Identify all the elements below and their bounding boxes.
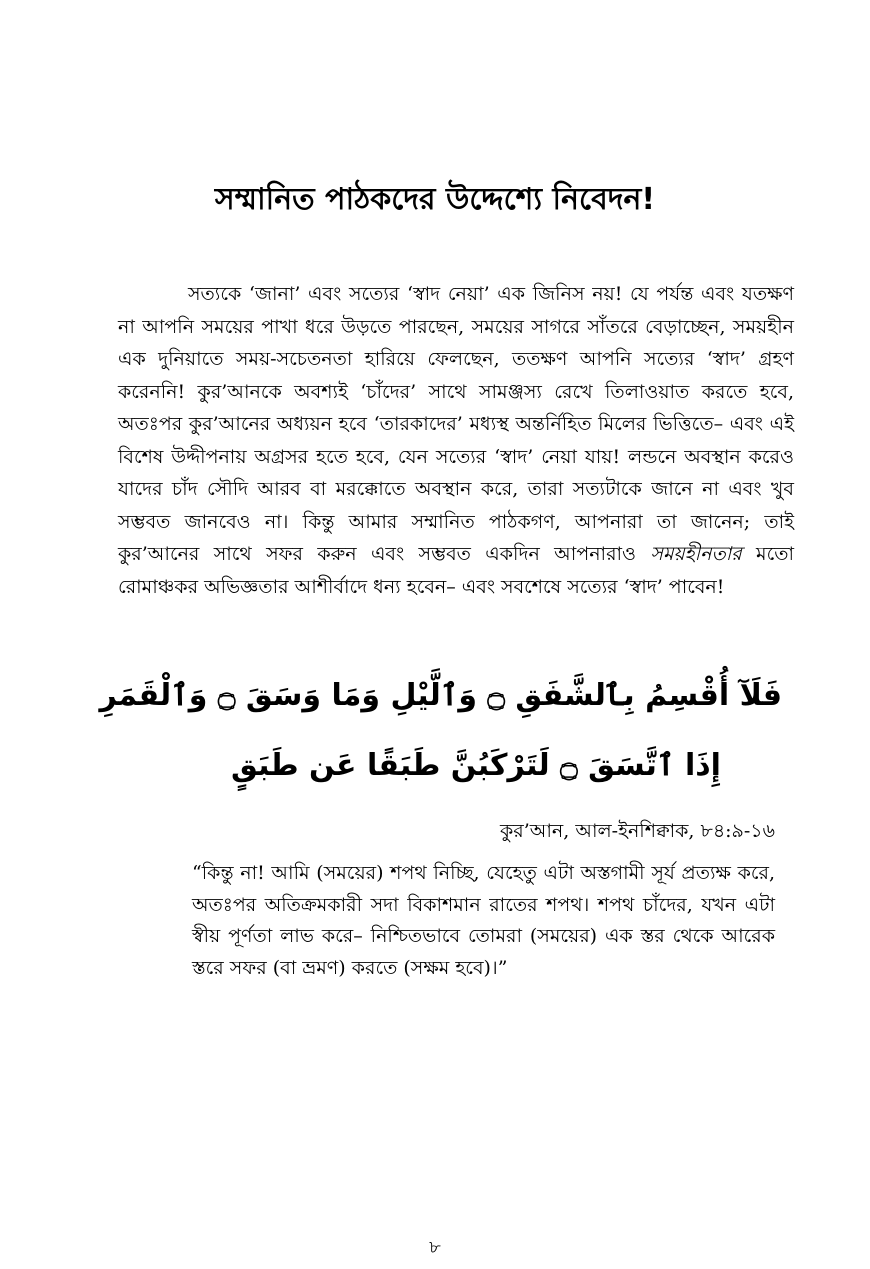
intro-paragraph-part-2: মতো রোমাঞ্চকর অভিজ্ঞতার আশীর্বাদে ধন্য হবেন– এবং সবশেষে সত্যের ‘স্বাদ’ পাবেন!	[118, 543, 794, 598]
arabic-verse-line-2: إِذَا ٱتَّسَقَ ۝ لَتَرْكَبُنَّ طَبَقًا عَن طَبَقٍ	[231, 748, 721, 783]
intro-paragraph	[118, 278, 794, 603]
verse-citation: কুর’আন, আল-ইনশিক্বাক, ৮৪:৯-১৬	[499, 820, 775, 842]
verse-translation: “কিন্তু না! আমি (সময়ের) শপথ নিচ্ছি, যেহেতু এটা অস্তগামী সূর্য প্রত্যক্ষ করে, অতঃপর অতিক্রমকারী সদা বিকাশমান রাতের শপথ। শপথ চাঁদের, যখন এটা স্বীয় পূর্ণতা লাভ করে– নিশ্চিতভাবে তোমরা (সময়ের) এক স্তর থেকে আরেক স্তরে সফর (বা ভ্রমণ) করতে (সক্ষম হবে)।”	[192, 862, 775, 979]
page-title: সম্মানিত পাঠকদের উদ্দেশ্যে নিবেদন!	[214, 182, 656, 217]
intro-paragraph-part-1: সত্যকে ‘জানা’ এবং সত্যের ‘স্বাদ নেয়া’ এক জিনিস নয়! যে পর্যন্ত এবং যতক্ষণ না আপনি সময়ের পাখা ধরে উড়তে পারছেন, সময়ের সাগরে সাঁতরে বেড়াচ্ছেন, সময়হীন এক দুনিয়াতে সময়-সচেতনতা হারিয়ে ফেলছেন, ততক্ষণ আপনি সত্যের ‘স্বাদ’ গ্রহণ করেননি! কুর’আনকে অবশ্যই ‘চাঁদের’ সাথে সামঞ্জস্য রেখে তিলাওয়াত করতে হবে, অতঃপর কুর’আনের অধ্যয়ন হবে ‘তারকাদের’ মধ্যস্থ অন্তর্নিহিত মিলের ভিত্তিতে– এবং এই বিশেষ উদ্দীপনায় অগ্রসর হতে হবে, যেন সত্যের ‘স্বাদ’ নেয়া যায়! লন্ডনে অবস্থান করেও যাদের চাঁদ সৌদি আরব বা মরক্কোতে অবস্থান করে, তারা সত্যটাকে জানে না এবং খুব সম্ভবত জানবেও না। কিন্তু আমার সম্মানিত পাঠকগণ, আপনারা তা জানেন; তাই কুর’আনের সাথে সফর করুন এবং সম্ভবত একদিন আপনারাও	[118, 283, 794, 565]
page-number: ৮	[429, 1237, 441, 1258]
emphasized-word: সময়হীনতার	[650, 543, 742, 565]
arabic-verse-line-1: فَلَآ أُقْسِمُ بِٱلشَّفَقِ ۝ وَٱلَّيْلِ وَمَا وَسَقَ ۝ وَٱلْقَمَرِ	[99, 678, 782, 713]
